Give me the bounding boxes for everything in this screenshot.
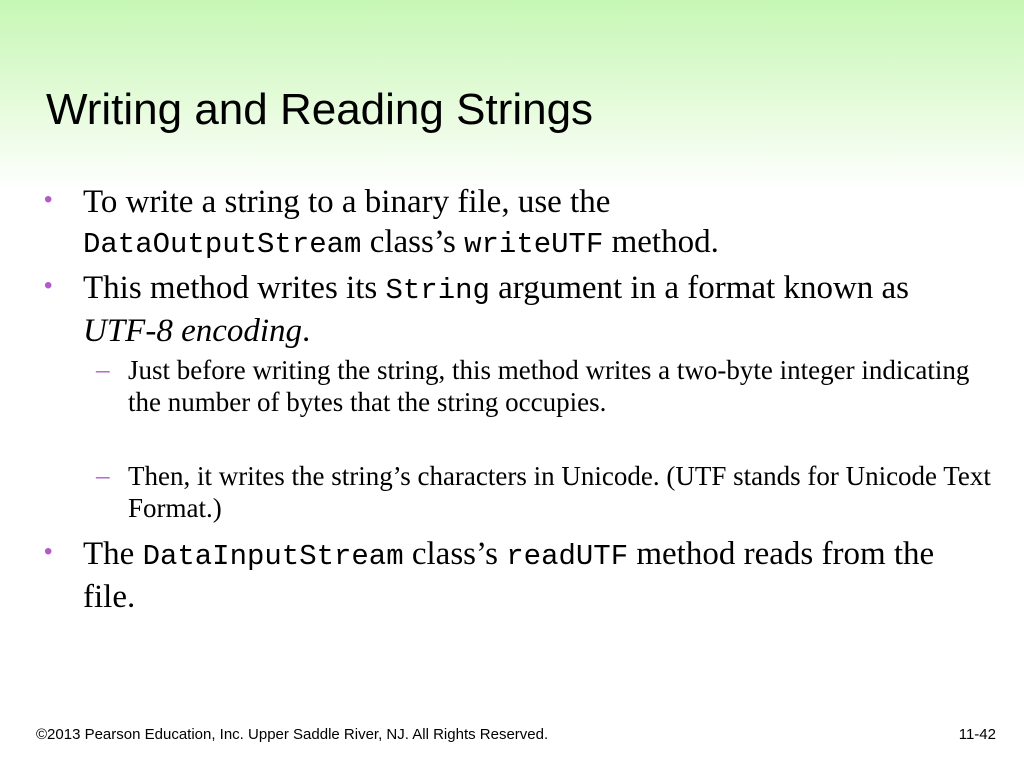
- bullet-icon: •: [44, 538, 53, 565]
- bullet-icon: •: [44, 272, 53, 299]
- code-text: String: [385, 274, 490, 307]
- code-text: readUTF: [506, 540, 629, 573]
- code-text: DataOutputStream: [83, 228, 362, 261]
- dash-icon: –: [96, 354, 110, 384]
- page-number: 11-42: [958, 726, 996, 743]
- dash-icon: –: [96, 460, 110, 490]
- bullet-icon: •: [44, 186, 53, 213]
- bullet-item: To write a string to a binary file, use the DataOutputStream class’s writeUTF method.: [83, 184, 719, 261]
- copyright-footer: ©2013 Pearson Education, Inc. Upper Saddle River, NJ. All Rights Reserved.: [36, 726, 549, 743]
- bullet-item: The DataInputStream class’s readUTF method reads from the file.: [83, 536, 935, 615]
- slide-title: Writing and Reading Strings: [46, 85, 594, 134]
- sub-bullet-item: Then, it writes the string’s characters in Unicode. (UTF stands for Unicode Text Format.): [128, 461, 991, 523]
- emphasis-text: UTF-8 encoding: [83, 313, 303, 349]
- bullet-item: This method writes its String argument in a format known as UTF-8 encoding.: [83, 270, 910, 349]
- code-text: DataInputStream: [142, 540, 404, 573]
- code-text: writeUTF: [464, 228, 604, 261]
- sub-bullet-item: Just before writing the string, this method writes a two-byte integer indicating the number of bytes that the string occupies.: [128, 355, 970, 417]
